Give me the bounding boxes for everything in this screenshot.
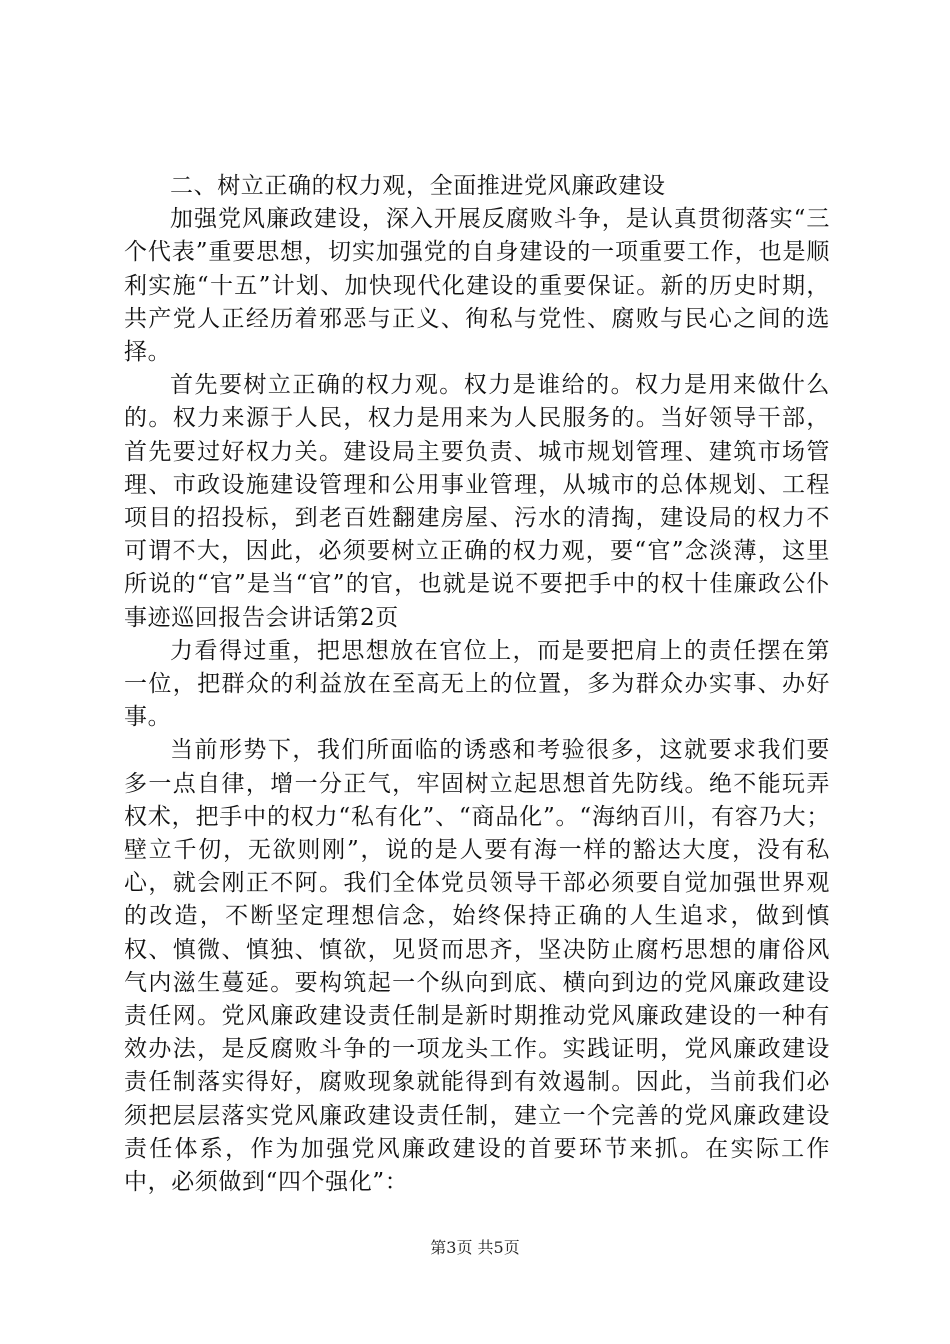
body-paragraph: 力看得过重，把思想放在官位上，而是要把肩上的责任摆在第一位，把群众的利益放在至高无上的位置，多为群众办实事、办好事。 bbox=[124, 637, 830, 731]
body-paragraph: 首先要树立正确的权力观。权力是谁给的。权力是用来做什么的。权力来源于人民，权力是用来为人民服务的。当好领导干部，首先要过好权力关。建设局主要负责、城市规划管理、建筑市场管理、市政设施建设管理和公用事业管理，从城市的总体规划、工程项目的招投标，到老百姓翻建房屋、污水的清掏，建设局的权力不可谓不大，因此，必须要树立正确的权力观，要“官”念淡薄，这里所说的“官”是当“官”的官，也就是说不要把手中的权十佳廉政公仆事迹巡回报告会讲话第2页 bbox=[124, 372, 830, 631]
body-paragraph: 加强党风廉政建设，深入开展反腐败斗争，是认真贯彻落实“三个代表”重要思想，切实加强党的自身建设的一项重要工作，也是顺利实施“十五”计划、加快现代化建设的重要保证。新的历史时期，共产党人正经历着邪恶与正义、徇私与党性、腐败与民心之间的选择。 bbox=[124, 206, 830, 366]
section-heading: 二、树立正确的权力观，全面推进党风廉政建设 bbox=[170, 173, 666, 199]
body-paragraph: 当前形势下，我们所面临的诱惑和考验很多，这就要求我们要多一点自律，增一分正气，牢固树立起思想首先防线。绝不能玩弄权术，把手中的权力“私有化”、“商品化”。“海纳百川，有容乃大；壁立千仞，无欲则刚”，说的是人要有海一样的豁达大度，没有私心，就会刚正不阿。我们全体党员领导干部必须要自觉加强世界观的改造，不断坚定理想信念，始终保持正确的人生追求，做到慎权、慎微、慎独、慎欲，见贤而思齐，坚决防止腐朽思想的庸俗风气内滋生蔓延。要构筑起一个纵向到底、横向到边的党风廉政建设责任网。党风廉政建设责任制是新时期推动党风廉政建设的一种有效办法，是反腐败斗争的一项龙头工作。实践证明，党风廉政建设责任制落实得好，腐败现象就能得到有效遏制。因此，当前我们必须把层层落实党风廉政建设责任制，建立一个完善的党风廉政建设责任体系，作为加强党风廉政建设的首要环节来抓。在实际工作中，必须做到“四个强化”： bbox=[124, 737, 830, 1196]
page-number-footer: 第3页 共5页 bbox=[430, 1238, 520, 1257]
document-body bbox=[124, 170, 830, 1199]
